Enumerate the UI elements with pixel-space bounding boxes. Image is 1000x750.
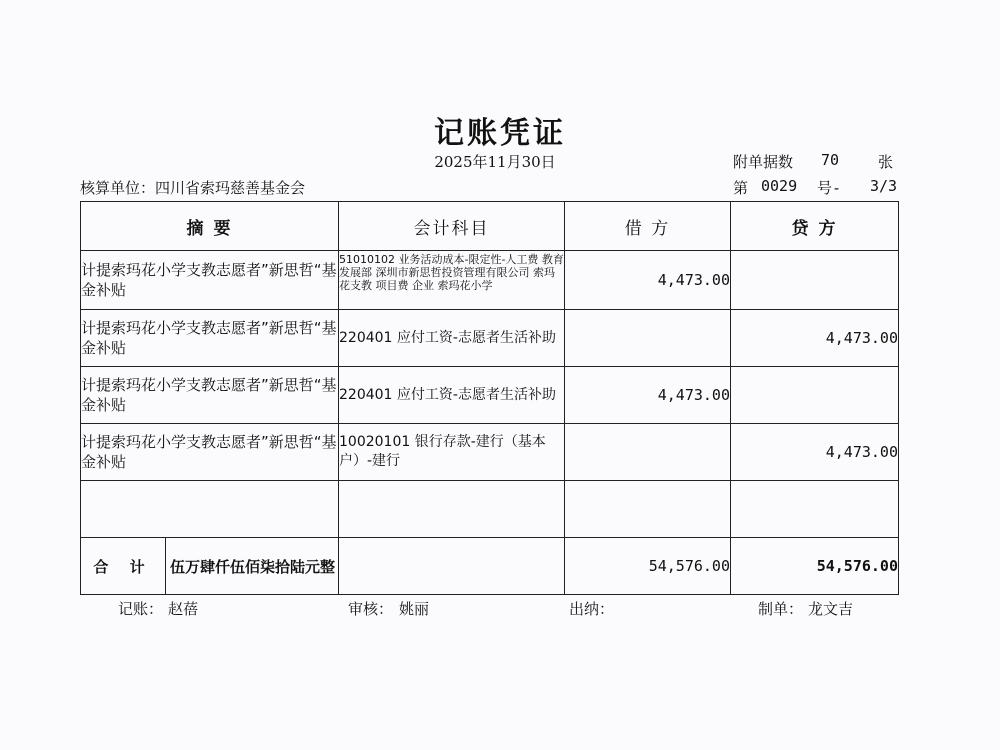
empty-cell: [81, 481, 339, 538]
row-account: 10020101 银行存款-建行（基本户）-建行: [339, 424, 565, 481]
row-credit: [731, 367, 899, 424]
total-label: 合 计: [81, 538, 166, 594]
bookkeeper-name: 赵蓓: [168, 600, 199, 618]
voucher-number-value: 0029: [761, 177, 798, 195]
voucher-number-prefix: 第: [733, 179, 749, 197]
row-credit: 4,473.00: [731, 310, 899, 367]
row-account: 51010102 业务活动成本-限定性-人工费 教育发展部 深圳市新思哲投资管理有限公司 索玛花支教 项目费 企业 索玛花小学: [339, 251, 565, 310]
bookkeeper-label: 记账：: [118, 600, 164, 618]
row-account: 220401 应付工资-志愿者生活补助: [339, 367, 565, 424]
header-summary: 摘 要: [81, 202, 339, 251]
row-account: 220401 应付工资-志愿者生活补助: [339, 310, 565, 367]
reviewer-label: 审核：: [348, 600, 394, 618]
attachment-number: 70: [821, 151, 840, 169]
total-account-empty: [339, 538, 565, 595]
total-cell: [81, 538, 339, 595]
attachment-unit: 张: [878, 153, 894, 171]
total-row: [81, 538, 899, 595]
empty-cell: [731, 481, 899, 538]
header-account: 会计科目: [339, 202, 565, 251]
row-debit: [565, 310, 731, 367]
maker-name: 龙文吉: [808, 600, 854, 618]
row-summary: 计提索玛花小学支教志愿者”新思哲“基金补贴: [81, 251, 339, 310]
accounting-unit: [80, 177, 305, 198]
total-credit: 54,576.00: [731, 538, 899, 595]
row-credit: 4,473.00: [731, 424, 899, 481]
row-debit: [565, 424, 731, 481]
row-summary: 计提索玛花小学支教志愿者”新思哲“基金补贴: [81, 367, 339, 424]
table-row: [81, 424, 899, 481]
voucher-number-suffix: 号-: [817, 179, 842, 197]
row-debit: 4,473.00: [565, 251, 731, 310]
header-credit: 贷 方: [731, 202, 899, 251]
empty-row: [81, 481, 899, 538]
attachment-label: 附单据数: [733, 153, 794, 171]
signature-line: [0, 598, 1000, 620]
accounting-unit-name: 四川省索玛慈善基金会: [155, 179, 306, 197]
table-header-row: [81, 202, 899, 251]
reviewer-name: 姚丽: [399, 600, 430, 618]
header-debit: 借 方: [565, 202, 731, 251]
row-summary: 计提索玛花小学支教志愿者”新思哲“基金补贴: [81, 424, 339, 481]
row-debit: 4,473.00: [565, 367, 731, 424]
empty-cell: [565, 481, 731, 538]
table-row: [81, 367, 899, 424]
total-debit: 54,576.00: [565, 538, 731, 595]
cashier-label: 出纳：: [569, 600, 615, 618]
accounting-unit-label: 核算单位：: [80, 179, 156, 197]
voucher-page: 3/3: [870, 177, 898, 195]
total-amount-words: 伍万肆仟伍佰柒拾陆元整: [170, 557, 336, 576]
row-credit: [731, 251, 899, 310]
voucher-date: 2025年11月30日: [434, 153, 556, 171]
maker-label: 制单：: [758, 600, 804, 618]
table-row: [81, 251, 899, 310]
empty-cell: [339, 481, 565, 538]
voucher-table: [80, 201, 899, 595]
row-summary: 计提索玛花小学支教志愿者”新思哲“基金补贴: [81, 310, 339, 367]
voucher-title: 记账凭证: [434, 116, 566, 151]
table-row: [81, 310, 899, 367]
